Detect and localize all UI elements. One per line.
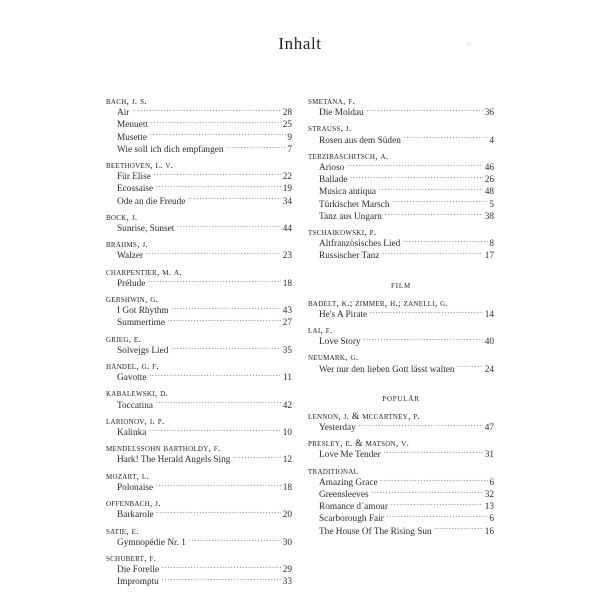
toc-entry-page-number: 43 — [282, 306, 292, 317]
toc-entry[interactable] — [106, 132, 292, 144]
toc-entry-page-number: 4 — [489, 135, 494, 146]
toc-entry-page-number: 38 — [484, 211, 494, 222]
toc-entry-title: Arioso — [319, 163, 345, 174]
toc-entry-page-number: 23 — [282, 251, 292, 262]
composer-block — [106, 416, 292, 439]
toc-entry[interactable] — [308, 477, 494, 489]
dot-leader — [132, 107, 281, 115]
toc-entry-page-number: 33 — [282, 577, 292, 588]
toc-entry[interactable] — [106, 576, 292, 588]
toc-entry-page-number: 17 — [484, 251, 494, 262]
toc-entry-title: Love Me Tender — [319, 450, 381, 461]
toc-entry-title: Summertime — [117, 318, 166, 329]
toc-entry-title: Die Moldau — [319, 108, 364, 119]
composer-block — [308, 298, 494, 321]
composer-name: gershwin, g. — [106, 294, 159, 306]
dot-leader — [161, 576, 281, 584]
toc-entry[interactable] — [308, 513, 494, 525]
toc-entry[interactable] — [308, 364, 494, 376]
toc-entry-page-number: 20 — [282, 510, 292, 521]
toc-entry-page-number: 30 — [282, 537, 292, 548]
composer-name: offenbach, j. — [106, 498, 161, 510]
composer-block — [106, 160, 292, 208]
toc-entry[interactable] — [308, 526, 494, 538]
toc-entry-page-number: 36 — [484, 108, 494, 119]
toc-entry-title: He's A Pirate — [319, 309, 368, 320]
toc-entry-page-number: 11 — [283, 373, 292, 384]
composer-block — [106, 471, 292, 494]
toc-entry[interactable] — [308, 309, 494, 321]
toc-entry[interactable] — [106, 345, 292, 357]
toc-entry-page-number: 35 — [282, 345, 292, 356]
composer-name: charpentier, m. a. — [106, 266, 182, 278]
section-header: populär — [382, 393, 420, 404]
composer-name: larionov, i. p. — [106, 415, 165, 427]
composer-name: strauss, j. — [308, 123, 352, 135]
composer-block — [308, 325, 494, 348]
dot-leader — [403, 135, 487, 143]
toc-entry-page-number: 42 — [282, 400, 292, 411]
toc-entry[interactable] — [106, 223, 292, 235]
toc-entry-title: I Got Rhythm — [117, 306, 169, 317]
toc-entry-title: Ballade — [319, 175, 348, 186]
composer-block — [308, 411, 494, 434]
dot-leader — [379, 186, 484, 194]
toc-entry[interactable] — [106, 119, 292, 131]
toc-entry[interactable] — [308, 186, 494, 198]
composer-block — [106, 526, 292, 549]
toc-entry-title: Sunrise, Sunset — [117, 224, 175, 235]
toc-entry-title: Scarborough Fair — [319, 514, 384, 525]
toc-entry-page-number: 16 — [484, 526, 494, 537]
toc-entry-title: Yesterday — [319, 423, 356, 434]
dot-leader — [366, 107, 483, 115]
toc-entry-title: Hark! The Herald Angels Sing — [117, 455, 231, 466]
dot-leader — [370, 309, 484, 317]
toc-entry-title: Für Elise — [117, 172, 151, 183]
dot-leader — [171, 305, 281, 313]
toc-entry[interactable] — [308, 336, 494, 348]
dot-leader — [347, 162, 483, 170]
composer-block — [106, 294, 292, 330]
dot-leader — [434, 526, 483, 534]
composer-block — [106, 239, 292, 262]
dot-leader — [171, 345, 281, 353]
toc-entry[interactable] — [308, 238, 494, 250]
toc-entry-title: Amazing Grace — [319, 477, 378, 488]
toc-entry[interactable] — [106, 278, 292, 290]
toc-entry-page-number: 28 — [282, 108, 292, 119]
toc-entry-page-number: 18 — [282, 278, 292, 289]
toc-entry[interactable] — [308, 501, 494, 513]
toc-entry-title: Barkarole — [117, 510, 154, 521]
toc-entry-page-number: 9 — [287, 132, 292, 143]
toc-entry[interactable] — [106, 144, 292, 156]
toc-entry[interactable] — [106, 250, 292, 262]
composer-block — [106, 96, 292, 156]
dot-leader — [156, 183, 282, 191]
toc-entry[interactable] — [106, 372, 292, 384]
toc-entry[interactable] — [106, 171, 292, 183]
toc-entry-page-number: 6 — [489, 477, 494, 488]
dot-leader — [403, 238, 488, 246]
toc-entry-title: Impromptu — [117, 577, 159, 588]
toc-entry[interactable] — [106, 107, 292, 119]
composer-name: mozart, l. — [106, 470, 150, 482]
toc-entry-title: Air — [117, 108, 130, 119]
composer-block — [308, 96, 494, 119]
composer-name: mendelssohn bartholdy, f. — [106, 443, 221, 455]
composer-name: schubert, f. — [106, 552, 157, 564]
composer-name: traditional — [308, 465, 359, 477]
toc-entry-title: Solvejgs Lied — [117, 345, 169, 356]
toc-entry[interactable] — [106, 183, 292, 195]
toc-entry[interactable] — [308, 107, 494, 119]
composer-block — [308, 438, 494, 461]
composer-block — [106, 334, 292, 357]
toc-entry-page-number: 31 — [484, 450, 494, 461]
dot-leader — [363, 336, 483, 344]
composer-name: neumark, g. — [308, 352, 359, 364]
dot-leader — [226, 144, 286, 152]
scan-artifact-mark — [466, 42, 471, 47]
toc-entry-title: Kalinka — [117, 428, 147, 439]
composer-block — [308, 151, 494, 223]
dot-leader — [390, 501, 483, 509]
toc-entry[interactable] — [308, 135, 494, 147]
dot-leader — [384, 211, 483, 219]
dot-leader — [382, 250, 483, 258]
composer-block — [308, 352, 494, 375]
toc-entry-page-number: 44 — [282, 224, 292, 235]
dot-leader — [149, 427, 281, 435]
toc-entry-page-number: 14 — [484, 309, 494, 320]
toc-entry-page-number: 26 — [484, 175, 494, 186]
toc-entry-page-number: 32 — [484, 490, 494, 501]
dot-leader — [380, 477, 488, 485]
toc-entry-page-number: 24 — [484, 364, 494, 375]
toc-entry-title: Tanz aus Ungarn — [319, 211, 382, 222]
composer-block — [106, 361, 292, 384]
composer-name: tschaikowski, p. — [308, 227, 377, 239]
toc-entry[interactable] — [106, 537, 292, 549]
toc-entry[interactable] — [308, 199, 494, 211]
composer-name: lai, f. — [308, 325, 333, 337]
composer-name: grieg, e. — [106, 333, 142, 345]
toc-entry[interactable] — [106, 482, 292, 494]
composer-block — [106, 443, 292, 466]
toc-entry-title: Love Story — [319, 337, 361, 348]
composer-name: lennon, j. & mccartney, p. — [308, 410, 421, 422]
dot-leader — [149, 132, 285, 140]
toc-entry[interactable] — [106, 305, 292, 317]
composer-name: badelt, k.; zimmer, h.; zanelli, g. — [308, 297, 449, 309]
toc-entry-title: Rosen aus dem Süden — [319, 135, 401, 146]
toc-entry-page-number: 47 — [484, 423, 494, 434]
toc-entry-title: Romance d´amour — [319, 502, 388, 513]
toc-entry-title: Die Forelle — [117, 565, 160, 576]
toc-entry-page-number: 34 — [282, 196, 292, 207]
section-header: film — [391, 280, 411, 291]
toc-entry-title: Russischer Tanz — [319, 251, 380, 262]
toc-entry-title: Wie soll ich dich empfangen — [117, 144, 224, 155]
dot-leader — [386, 513, 488, 521]
dot-leader — [392, 199, 488, 207]
toc-entry-page-number: 29 — [282, 565, 292, 576]
toc-entry[interactable] — [308, 489, 494, 501]
composer-name: smetana, f. — [308, 96, 356, 107]
composer-name: terzibaschitsch, a. — [308, 150, 389, 162]
toc-entry[interactable] — [106, 400, 292, 412]
toc-entry-title: Walzer — [117, 251, 144, 262]
toc-entry-page-number: 18 — [282, 482, 292, 493]
composer-block — [308, 123, 494, 146]
composer-block — [106, 267, 292, 290]
page-title: Inhalt — [278, 34, 322, 53]
toc-entry-title: Toccatina — [117, 400, 153, 411]
toc-entry[interactable] — [106, 317, 292, 329]
composer-name: beethoven, l. v. — [106, 160, 174, 172]
toc-entry[interactable] — [106, 509, 292, 521]
toc-entry-page-number: 6 — [489, 514, 494, 525]
dot-leader — [148, 278, 281, 286]
toc-entry-title: Ode an die Freude — [117, 196, 186, 207]
toc-entry-title: Ecossaise — [117, 184, 154, 195]
toc-entry-title: The House Of The Rising Sun — [319, 526, 432, 537]
toc-entry-page-number: 25 — [282, 120, 292, 131]
toc-entry-page-number: 48 — [484, 187, 494, 198]
composer-name: presley, e. & matson, v. — [308, 438, 410, 450]
toc-entry-page-number: 5 — [489, 199, 494, 210]
dot-leader — [162, 564, 282, 572]
toc-entry-page-number: 27 — [282, 318, 292, 329]
toc-entry[interactable] — [308, 250, 494, 262]
dot-leader — [156, 509, 281, 517]
toc-entry[interactable] — [308, 211, 494, 223]
composer-block — [106, 388, 292, 411]
toc-entry[interactable] — [106, 427, 292, 439]
toc-entry-title: Musette — [117, 132, 147, 143]
composer-block — [106, 212, 292, 235]
dot-leader — [188, 537, 281, 545]
dot-leader — [457, 364, 483, 372]
toc-entry-title: Türkischer Marsch — [319, 199, 390, 210]
dot-leader — [149, 372, 282, 380]
toc-entry-page-number: 22 — [282, 172, 292, 183]
composer-name: satie, e. — [106, 525, 139, 537]
dot-leader — [371, 489, 483, 497]
toc-column-left — [106, 96, 292, 593]
toc-entry-title: Altfranzösisches Lied — [319, 239, 401, 250]
toc-entry-title: Gavotte — [117, 373, 147, 384]
composer-name: bach, j. s. — [106, 96, 147, 107]
toc-entry-page-number: 12 — [282, 455, 292, 466]
toc-entry[interactable] — [308, 162, 494, 174]
dot-leader — [156, 400, 282, 408]
dot-leader — [168, 317, 282, 325]
toc-entry-title: Musica antiqua — [319, 187, 377, 198]
composer-name: kabalewski, d. — [106, 388, 169, 400]
composer-name: händel, g. f. — [106, 361, 159, 373]
toc-entry-title: Wer nur den lieben Gott lässt walten — [319, 364, 455, 375]
dot-leader — [146, 250, 282, 258]
toc-entry[interactable] — [308, 174, 494, 186]
composer-block — [106, 498, 292, 521]
composer-name: brahms, j. — [106, 239, 148, 251]
toc-column-right — [308, 96, 494, 542]
dot-leader — [153, 171, 281, 179]
toc-entry[interactable] — [308, 422, 494, 434]
dot-leader — [188, 196, 281, 204]
toc-entry[interactable] — [106, 564, 292, 576]
toc-entry-page-number: 19 — [282, 184, 292, 195]
toc-entry-title: Prélude — [117, 278, 146, 289]
dot-leader — [177, 223, 281, 231]
toc-entry-title: Menuett — [117, 120, 148, 131]
toc-entry[interactable] — [106, 454, 292, 466]
dot-leader — [383, 449, 483, 457]
dot-leader — [233, 454, 281, 462]
dot-leader — [150, 119, 281, 127]
toc-entry-page-number: 7 — [287, 144, 292, 155]
toc-entry[interactable] — [308, 449, 494, 461]
composer-name: bock, j. — [106, 211, 138, 223]
dot-leader — [358, 422, 483, 430]
toc-entry-page-number: 8 — [489, 239, 494, 250]
toc-entry-page-number: 10 — [282, 428, 292, 439]
toc-entry[interactable] — [106, 196, 292, 208]
dot-leader — [156, 482, 282, 490]
composer-block — [308, 466, 494, 538]
toc-entry-page-number: 46 — [484, 163, 494, 174]
toc-entry-page-number: 40 — [484, 337, 494, 348]
composer-block — [106, 553, 292, 589]
composer-block — [308, 227, 494, 263]
toc-entry-title: Gymnopédie Nr. 1 — [117, 537, 186, 548]
toc-entry-title: Greensleeves — [319, 490, 369, 501]
dot-leader — [350, 174, 483, 182]
toc-entry-page-number: 13 — [484, 502, 494, 513]
toc-entry-title: Polonaise — [117, 482, 154, 493]
